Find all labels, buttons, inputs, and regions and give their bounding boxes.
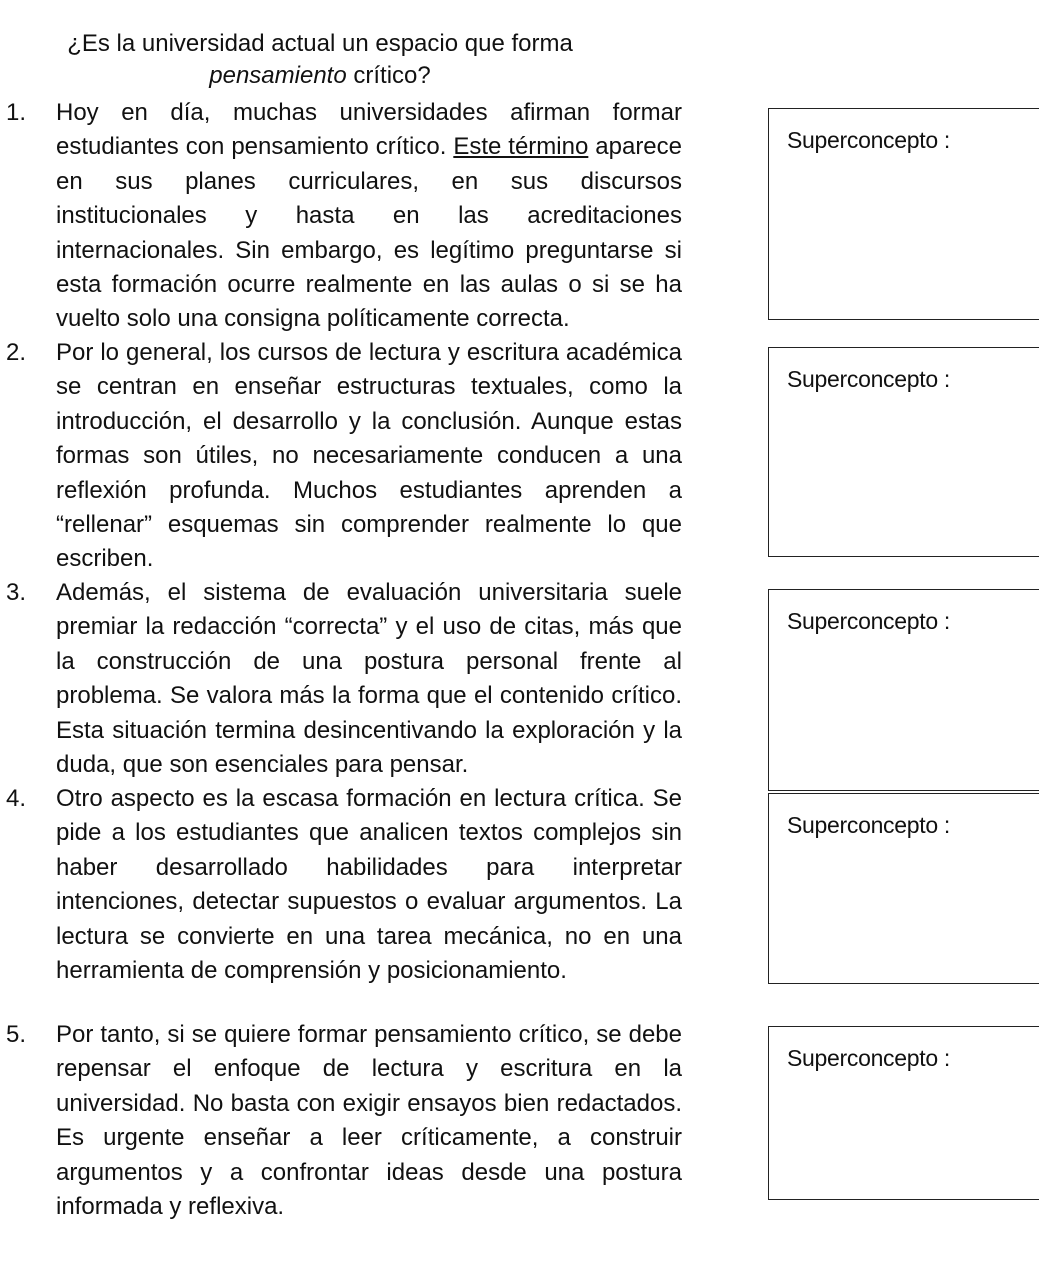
title-line-2-rest: crítico? bbox=[346, 62, 431, 89]
paragraph-number: 4. bbox=[6, 785, 27, 812]
title-line-2 bbox=[0, 60, 640, 92]
title-line-1: ¿Es la universidad actual un espacio que forma bbox=[67, 30, 573, 57]
superconcept-box-2[interactable] bbox=[768, 347, 1039, 557]
superconcept-box-4[interactable] bbox=[768, 793, 1039, 984]
title-italic-word: pensamiento bbox=[209, 62, 347, 89]
superconcept-box-3[interactable] bbox=[768, 589, 1039, 791]
superconcept-label: Superconcepto : bbox=[787, 1045, 951, 1071]
paragraph-number: 1. bbox=[6, 99, 27, 126]
paragraph-number: 5. bbox=[6, 1021, 27, 1048]
paragraph-4 bbox=[6, 782, 682, 988]
paragraph-text: Además, el sistema de evaluación universitaria suele premiar la redacción “correcta” y el uso de citas, más que la construcción de una postura personal frente al problema. Se valora más la forma que el contenido crítico. Esta situación termina desincentivando la exploración y la duda, que son esenciales para pensar. bbox=[56, 579, 682, 779]
paragraph-number: 2. bbox=[6, 339, 27, 366]
paragraph-text: Por lo general, los cursos de lectura y escritura académica se centran en enseñar estructuras textuales, como la introducción, el desarrollo y la conclusión. Aunque estas formas son útiles, no necesariamente conducen a una reflexión profunda. Muchos estudiantes aprenden a “rellenar” esquemas sin comprender realmente lo que escriben. bbox=[56, 339, 682, 573]
paragraph-text: Hoy en día, muchas universidades afirman formar estudiantes con pensamiento crítico. bbox=[56, 99, 682, 161]
paragraph-text: Por tanto, si se quiere formar pensamiento crítico, se debe repensar el enfoque de lectura y escritura en la universidad. No basta con exigir ensayos bien redactados. Es urgente enseñar a leer críticamente, a construir argumentos y a confrontar ideas desde una postura informada y reflexiva. bbox=[56, 1021, 682, 1221]
superconcept-label: Superconcepto : bbox=[787, 812, 951, 838]
underlined-phrase: Este término bbox=[453, 133, 589, 161]
paragraph-3 bbox=[6, 576, 682, 782]
paragraph-2 bbox=[6, 336, 682, 577]
superconcept-label: Superconcepto : bbox=[787, 366, 951, 392]
superconcept-box-1[interactable] bbox=[768, 108, 1039, 320]
superconcept-label: Superconcepto : bbox=[787, 127, 951, 153]
paragraph-1 bbox=[6, 96, 682, 337]
paragraph-number: 3. bbox=[6, 579, 27, 606]
document-title bbox=[0, 28, 640, 92]
superconcept-box-5[interactable] bbox=[768, 1026, 1039, 1200]
superconcept-label: Superconcepto : bbox=[787, 608, 951, 634]
paragraph-text: Otro aspecto es la escasa formación en lectura crítica. Se pide a los estudiantes que analicen textos complejos sin haber desarrollado habilidades para interpretar intenciones, detectar supuestos o evaluar argumentos. La lectura se convierte en una tarea mecánica, no en una herramienta de comprensión y posicionamiento. bbox=[56, 785, 682, 985]
paragraph-5 bbox=[6, 1018, 682, 1224]
paragraph-text: aparece en sus planes curriculares, en sus discursos institucionales y hasta en las acreditaciones internacionales. Sin embargo, es legítimo preguntarse si esta formación ocurre realmente en las aulas o si se ha vuelto solo una consigna políticamente correcta. bbox=[56, 133, 682, 333]
